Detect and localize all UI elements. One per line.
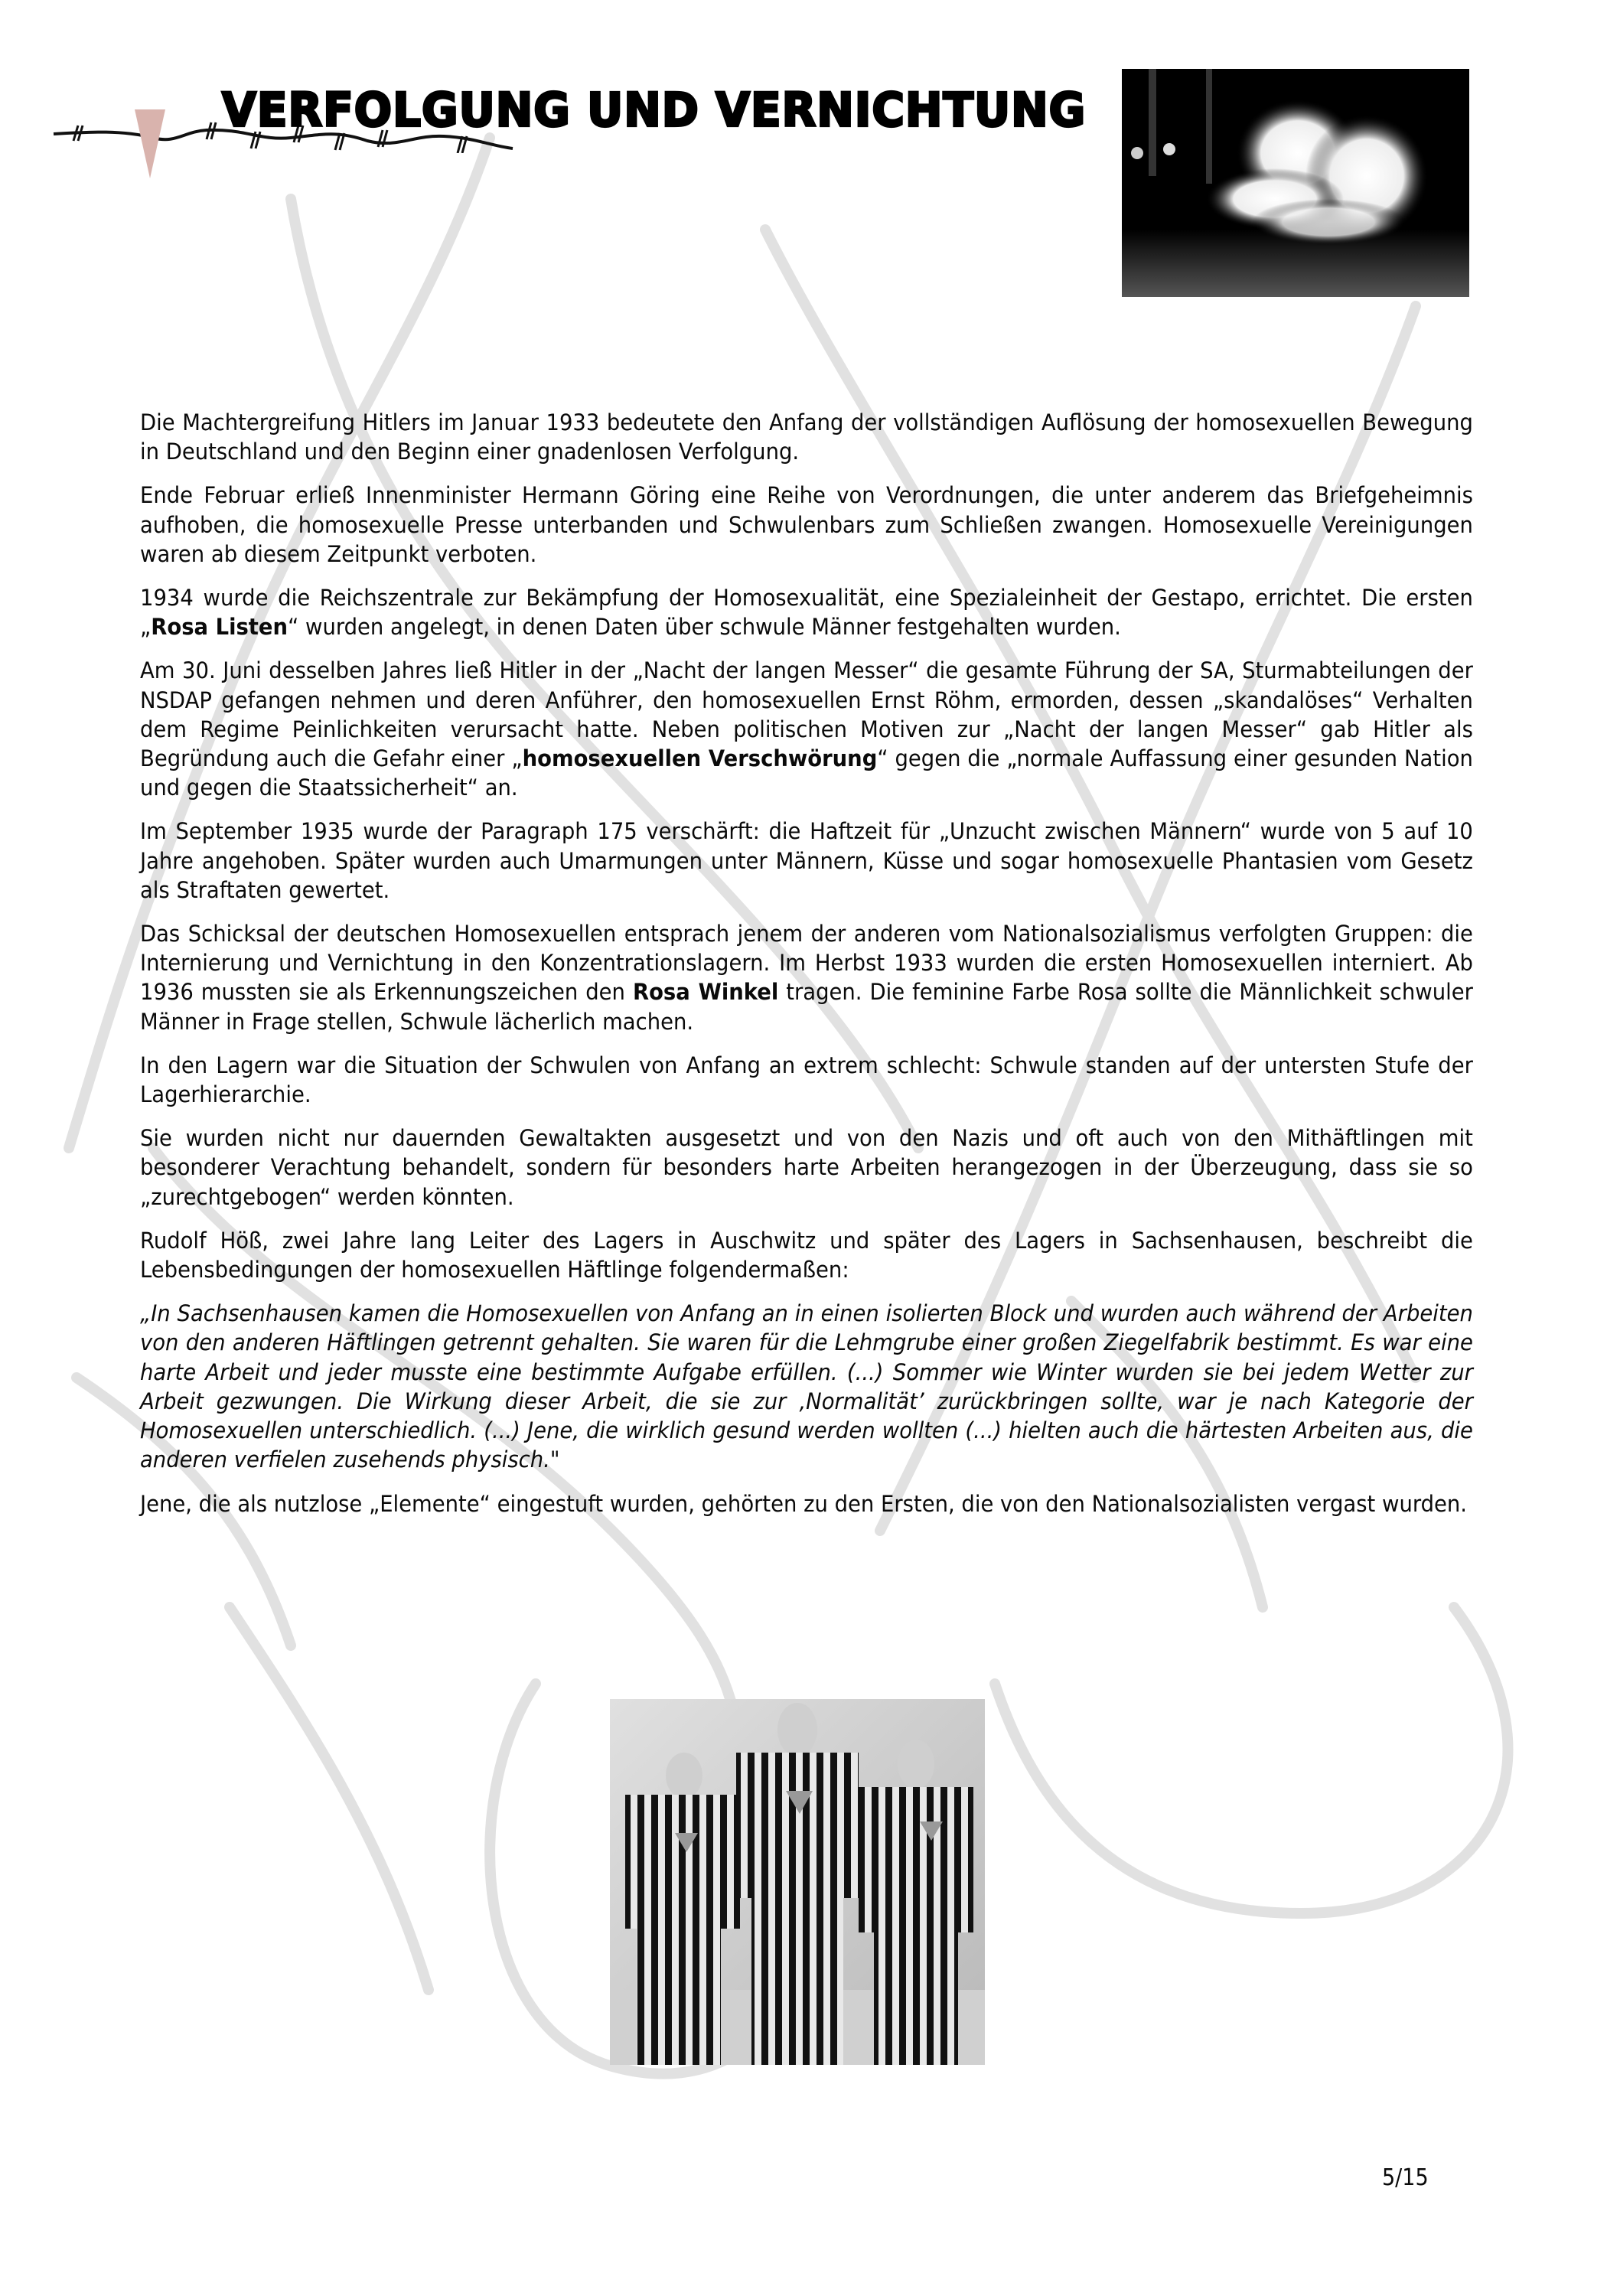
body-paragraph xyxy=(140,1489,1473,1518)
book-burning-photo xyxy=(1122,69,1469,297)
paragraph-text: Am 30. Juni desselben Jahres ließ Hitler in der „Nacht der langen Messer“ die gesamte Führung der SA, Sturmabteilungen der NSDAP gefangen nehmen und deren Anführer, den homosexuellen Ernst Röhm, ermorden, dessen „skandalöses“ Verhalten dem Regime Peinlichkeiten verursacht hatte. Neben politischen Motiven zur „Nacht der langen Messer“ gab Hitler als Begründung auch die Gefahr einer „ xyxy=(140,657,1473,772)
paragraph-text: 1934 wurde die Reichszentrale zur Bekämpfung der Homosexualität, eine Spezialeinheit der Gestapo, errichtet. Die ersten „ xyxy=(140,585,1473,641)
paragraph-text: In den Lagern war die Situation der Schwulen von Anfang an extrem schlecht: Schwule standen auf der untersten Stufe der Lagerhierarchie. xyxy=(140,1052,1473,1108)
paragraph-text: „In Sachsenhausen kamen die Homosexuellen von Anfang an in einen isolierten Block und wurden auch während der Arbeiten von den anderen Häftlingen getrennt gehalten. Sie waren für die Lehmgrube einer großen Ziegelfabrik bestimmt. Es war eine harte Arbeit und jeder musste eine bestimmte Aufgabe erfüllen. (...) Sommer wie Winter wurden sie bei jedem Wetter zur Arbeit gezwungen. Die Wirkung dieser Arbeit, die sie zur ‚Normalität’ zurückbringen sollte, war je nach Kategorie der Homosexuellen unterschiedlich. (...) Jene, die wirklich gesund werden wollten (...) hielten auch die härtesten Arbeiten aus, die anderen verfielen zusehends physisch." xyxy=(140,1300,1473,1473)
body-paragraph xyxy=(140,408,1473,466)
body-paragraph xyxy=(140,583,1473,641)
prisoners-image xyxy=(610,1699,985,2065)
page-number: 5/15 xyxy=(1382,2164,1429,2191)
body-paragraph xyxy=(140,1051,1473,1109)
paragraph-text: “ wurden angelegt, in denen Daten über schwule Männer festgehalten wurden. xyxy=(288,614,1121,641)
pink-triangle-icon xyxy=(135,109,165,178)
paragraph-text: Sie wurden nicht nur dauernden Gewaltakten ausgesetzt und von den Nazis und oft auch von den Mithäftlingen mit besonderer Verachtung behandelt, sondern für besonders harte Arbeiten herangezogen in der Überzeugung, dass sie so „zurechtgebogen“ werden könnten. xyxy=(140,1125,1473,1210)
page-title: VERFOLGUNG UND VERNICHTUNG xyxy=(222,83,1087,138)
paragraph-text: Im September 1935 wurde der Paragraph 175 verschärft: die Haftzeit für „Unzucht zwischen Männern“ wurde von 5 auf 10 Jahre angehoben. Später wurden auch Umarmungen unter Männern, Küsse und sogar homosexuelle Phantasien vom Gesetz als Straftaten gewertet. xyxy=(140,818,1473,903)
book-burning-image xyxy=(1122,69,1469,297)
body-paragraph xyxy=(140,919,1473,1036)
paragraph-text: Ende Februar erließ Innenminister Hermann Göring eine Reihe von Verordnungen, die unter anderem das Briefgeheimnis aufhoben, die homosexuelle Presse unterbanden und Schwulenbars zum Schließen zwangen. Homosexuelle Vereinigungen waren ab diesem Zeitpunkt verboten. xyxy=(140,482,1473,567)
body-paragraph xyxy=(140,656,1473,802)
paragraph-text: Jene, die als nutzlose „Elemente“ eingestuft wurden, gehörten zu den Ersten, die von den Nationalsozialisten vergast wurden. xyxy=(140,1490,1468,1517)
emphasized-term: homosexuellen Verschwörung xyxy=(522,745,878,772)
body-paragraph xyxy=(140,1226,1473,1284)
body-paragraph xyxy=(140,1124,1473,1212)
emphasized-term: Rosa Listen xyxy=(151,614,288,641)
body-paragraph xyxy=(140,817,1473,905)
paragraph-text: Die Machtergreifung Hitlers im Januar 1933 bedeutete den Anfang der vollständigen Auflösung der homosexuellen Bewegung in Deutschland und den Beginn einer gnadenlosen Verfolgung. xyxy=(140,409,1473,465)
body-paragraph xyxy=(140,481,1473,569)
paragraph-text: Rudolf Höß, zwei Jahre lang Leiter des Lagers in Auschwitz und später des Lagers in Sachsenhausen, beschreibt die Lebensbedingungen der homosexuellen Häftlinge folgendermaßen: xyxy=(140,1227,1473,1283)
paragraph-text: tragen. Die feminine Farbe Rosa sollte die Männlichkeit schwuler Männer in Frage stellen, Schwule lächerlich machen. xyxy=(140,979,1473,1035)
article-body xyxy=(140,408,1473,1533)
prisoners-photo xyxy=(610,1699,985,2065)
emphasized-term: Rosa Winkel xyxy=(632,979,779,1006)
paragraph-text: Das Schicksal der deutschen Homosexuellen entsprach jenem der anderen vom Nationalsozialismus verfolgten Gruppen: die Internierung und Vernichtung in den Konzentrationslagern. Im Herbst 1933 wurden die ersten Homosexuellen interniert. Ab 1936 mussten sie als Erkennungszeichen den xyxy=(140,921,1473,1006)
quote-paragraph xyxy=(140,1299,1473,1474)
paragraph-text: “ gegen die „normale Auffassung einer gesunden Nation und gegen die Staatssicherheit“ an. xyxy=(140,745,1473,801)
page-header xyxy=(0,0,1087,199)
